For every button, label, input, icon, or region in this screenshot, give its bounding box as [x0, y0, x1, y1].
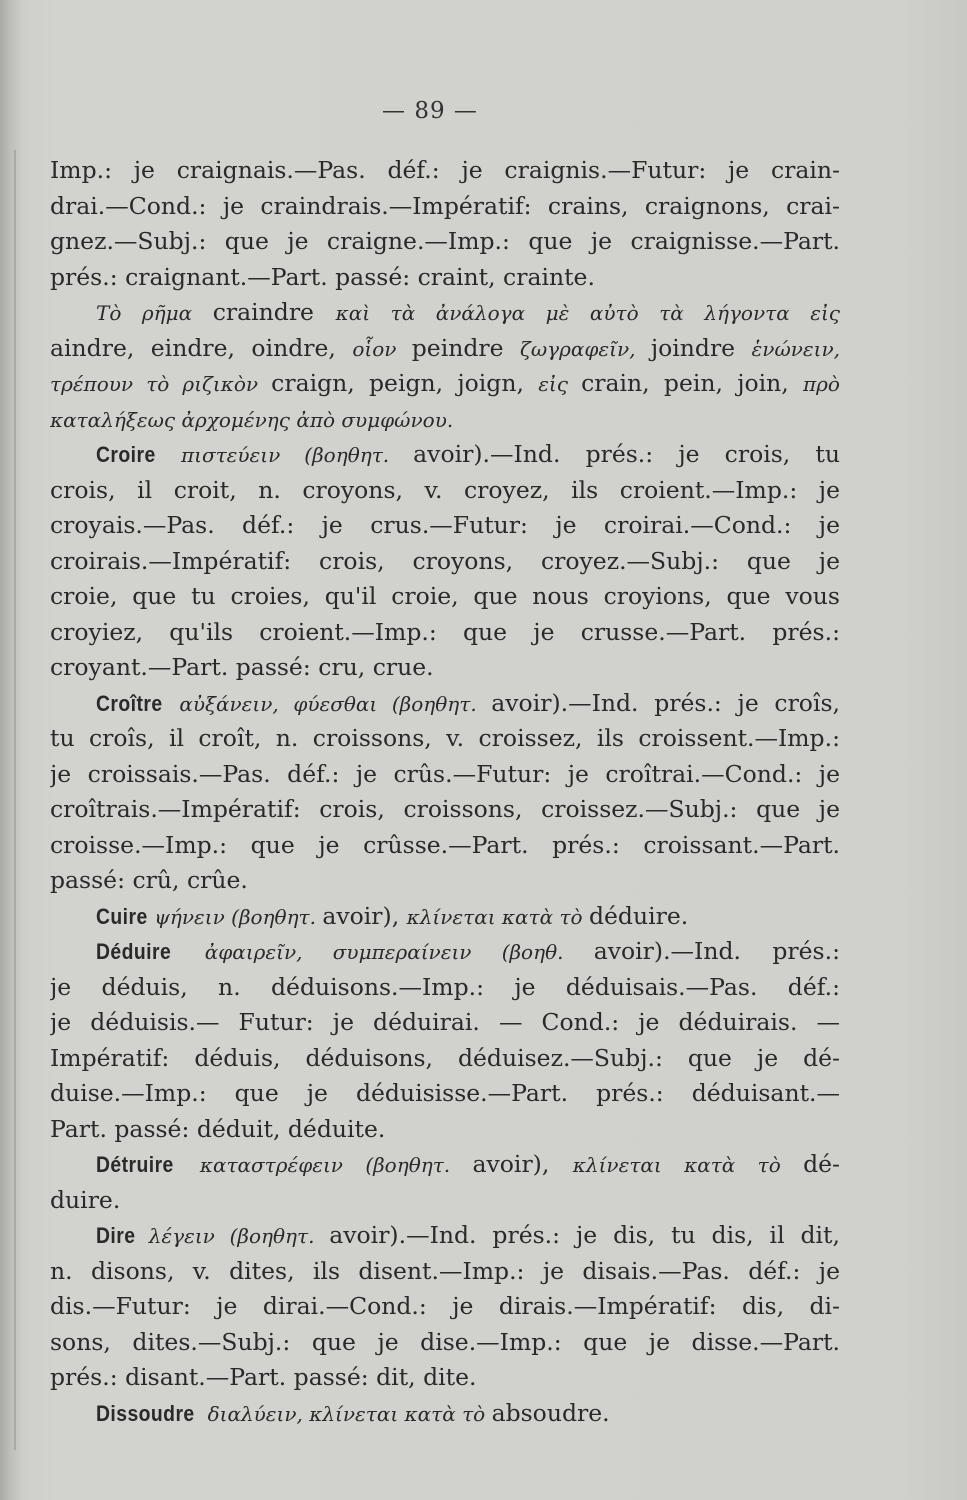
greek-gloss: πρὸ [803, 372, 840, 396]
french-text: duire. [50, 1185, 121, 1214]
french-text: Impératif: déduis, déduisons, déduisez.—Subj.: que je dé- [50, 1043, 840, 1072]
text-line [50, 1076, 840, 1112]
french-text: Imp.: je craignais.—Pas. déf.: je craignis.—Futur: je crain- [50, 156, 840, 184]
french-text [176, 1150, 199, 1178]
text-line [50, 899, 840, 935]
text-line [50, 1254, 840, 1290]
french-text [164, 689, 180, 717]
french-text: passé: crû, crûe. [50, 866, 248, 894]
text-line [50, 686, 840, 722]
text-line [50, 1005, 840, 1041]
verb-headword: Dissoudre [96, 1400, 195, 1426]
greek-gloss: εἰς [538, 372, 582, 396]
text-line [50, 615, 840, 651]
text-line [50, 721, 840, 757]
greek-gloss: τρέπουν τὸ ριζικὸν [50, 372, 272, 396]
french-text: crain, pein, join, [581, 369, 804, 397]
french-text: drai.—Cond.: je craindrais.—Impératif: crains, craignons, crai- [50, 191, 840, 220]
french-text: avoir), [322, 901, 407, 930]
french-text: peindre [411, 333, 521, 362]
french-text [200, 1399, 207, 1427]
verb-headword: Croire [96, 442, 156, 467]
text-line [50, 153, 840, 189]
french-text: croyais.—Pas. déf.: je crus.—Futur: je croirai.—Cond.: je [50, 511, 840, 539]
greek-gloss: καὶ τὰ ἀνάλογα μὲ αὐτὸ τὰ λήγοντα εἰς [335, 301, 840, 325]
page-number: — 89 — [382, 98, 478, 124]
french-text [173, 937, 204, 965]
text-line [50, 366, 840, 402]
text-line [50, 224, 840, 260]
text-line [50, 579, 840, 615]
text-line [50, 757, 840, 793]
text-line [50, 1218, 840, 1254]
text-line [50, 970, 840, 1006]
text-line [50, 1183, 840, 1219]
greek-gloss: ἀφαιρεῖν, συμπεραίνειν (βοηθ. [204, 940, 594, 964]
french-text: absoudre. [491, 1398, 610, 1427]
text-line [50, 544, 840, 580]
conjugation-text [50, 153, 840, 1431]
french-text: avoir).—Ind. prés.: je crois, tu [413, 440, 840, 468]
french-text: gnez.—Subj.: que je craigne.—Imp.: que je craignisse.—Part. [50, 227, 840, 255]
french-text: dis.—Futur: je dirai.—Cond.: je dirais.—Impératif: dis, di- [50, 1292, 840, 1320]
greek-gloss: καταστρέφειν (βοηθητ. [199, 1153, 473, 1177]
french-text: je déduisis.— Futur: je déduirai. — Cond.: je déduirais. — [50, 1008, 840, 1036]
text-line [50, 1360, 840, 1396]
french-text: sons, dites.—Subj.: que je dise.—Imp.: que je disse.—Part. [50, 1327, 840, 1356]
french-text: je déduis, n. déduisons.—Imp.: je déduisais.—Pas. déf.: [50, 972, 840, 1001]
verb-headword: Dire [96, 1223, 136, 1248]
french-text: Part. passé: déduit, déduite. [50, 1114, 386, 1143]
french-text: avoir).—Ind. prés.: je croîs, [491, 688, 840, 717]
text-line [50, 260, 840, 296]
greek-gloss: πιστεύειν (βοηθητ. [180, 443, 414, 467]
french-text: déduire. [588, 901, 689, 930]
french-text: avoir).—Ind. prés.: [593, 937, 840, 965]
text-line [50, 1289, 840, 1325]
text-line [50, 508, 840, 544]
french-text: avoir), [472, 1150, 573, 1178]
text-line [50, 1041, 840, 1077]
french-text: croyant.—Part. passé: cru, crue. [50, 653, 434, 681]
greek-gloss: ψήνειν (βοηθητ. [154, 904, 323, 929]
text-line [50, 650, 840, 686]
french-text: duise.—Imp.: que je déduisisse.—Part. prés.: déduisant.— [50, 1079, 840, 1107]
french-text: joindre [650, 333, 752, 362]
text-line [50, 792, 840, 828]
verb-headword: Croître [96, 690, 163, 716]
text-line [50, 1396, 840, 1432]
text-line [50, 473, 840, 509]
greek-gloss: οἷον [352, 336, 412, 361]
french-text: n. disons, v. dites, ils disent.—Imp.: je disais.—Pas. déf.: je [50, 1256, 840, 1285]
greek-gloss: ἑνώνειν, [751, 336, 840, 361]
text-line [50, 437, 840, 473]
text-line [50, 295, 840, 331]
french-text: croie, que tu croies, qu'il croie, que nous croyions, que vous [50, 582, 840, 610]
french-text: croîtrais.—Impératif: crois, croissons, croissez.—Subj.: que je [50, 795, 840, 823]
text-line [50, 1325, 840, 1361]
french-text: prés.: craignant.—Part. passé: craint, crainte. [50, 262, 595, 291]
text-line [50, 828, 840, 864]
greek-gloss: διαλύειν, κλίνεται κατὰ τὸ [207, 1401, 492, 1426]
text-line [50, 1112, 840, 1148]
french-text: prés.: disant.—Part. passé: dit, dite. [50, 1363, 477, 1391]
french-text: aindre, eindre, oindre, [50, 333, 353, 362]
greek-gloss: αὐξάνειν, φύεσθαι (βοηθητ. [179, 691, 492, 716]
text-line [50, 402, 840, 438]
french-text: croyiez, qu'ils croient.—Imp.: que je crusse.—Part. prés.: [50, 617, 840, 646]
french-text: craindre [212, 298, 336, 326]
page-gutter-shadow [14, 150, 16, 1450]
french-text: crois, il croit, n. croyons, v. croyez, ils croient.—Imp.: je [50, 475, 840, 504]
greek-gloss: Τὸ ρῆμα [96, 301, 213, 325]
greek-gloss: κλίνεται κατὰ τὸ [572, 1153, 804, 1177]
greek-gloss: καταλήξεως ἀρχομένης ἀπὸ συμφώνου. [50, 407, 454, 432]
text-line [50, 331, 840, 367]
verb-headword: Déduire [96, 939, 172, 964]
greek-gloss: λέγειν (βοηθητ. [148, 1224, 330, 1248]
text-line [50, 934, 840, 970]
french-text: dé- [803, 1150, 840, 1178]
french-text: tu croîs, il croît, n. croissons, v. croissez, ils croissent.—Imp.: [50, 724, 840, 752]
text-line [50, 1147, 840, 1183]
greek-gloss: κλίνεται κατὰ τὸ [406, 904, 589, 929]
verb-headword: Détruire [96, 1152, 174, 1177]
french-text: je croissais.—Pas. déf.: je crûs.—Futur: je croîtrai.—Cond.: je [50, 759, 840, 788]
french-text: avoir).—Ind. prés.: je dis, tu dis, il dit, [329, 1221, 840, 1249]
verb-headword: Cuire [96, 903, 148, 929]
text-line [50, 189, 840, 225]
french-text: craign, peign, joign, [271, 369, 539, 397]
text-line [50, 863, 840, 899]
french-text: croisse.—Imp.: que je crûsse.—Part. prés.: croissant.—Part. [50, 830, 840, 859]
french-text: croirais.—Impératif: crois, croyons, croyez.—Subj.: que je [50, 546, 840, 575]
french-text [156, 440, 181, 468]
greek-gloss: ζωγραφεῖν, [520, 336, 651, 361]
